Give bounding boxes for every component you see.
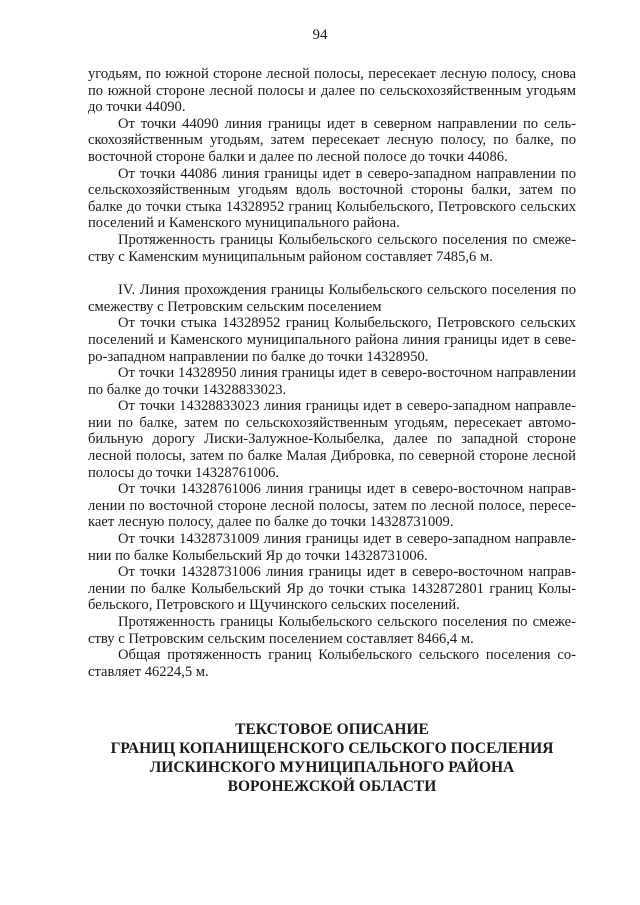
paragraph: От точки 14328731009 линия границы идет в северо-западном направлении по балке Колыбельский Яр до точки 14328731006. bbox=[88, 531, 576, 564]
title-line: ТЕКСТОВОЕ ОПИСАНИЕ bbox=[235, 721, 429, 738]
paragraph: Общая протяженность границ Колыбельского сельского поселения составляет 46224,5 м. bbox=[88, 647, 576, 680]
title-line: ЛИСКИНСКОГО МУНИЦИПАЛЬНОГО РАЙОНА bbox=[149, 759, 515, 776]
paragraph-continuation: угодьям, по южной стороне лесной полосы, пересекает лесную полосу, снова по южной стороне лесной полосы и далее по сельскохозяйственным угодьям до точки 44090. bbox=[88, 66, 576, 116]
paragraph: От точки 44090 линия границы идет в северном направлении по сельскохозяйственным угодьям, затем пересекает лесную полосу, по балке, по восточной стороне балки и далее по лесной полосе до точки 44086. bbox=[88, 115, 576, 165]
title-line: ГРАНИЦ КОПАНИЩЕНСКОГО СЕЛЬСКОГО ПОСЕЛЕНИЯ bbox=[110, 740, 554, 757]
document-title bbox=[88, 720, 576, 796]
paragraph: От точки 14328833023 линия границы идет в северо-западном направлении по балке, затем по сельскохозяйственным угодьям, пересекает автомобильную дорогу Лиски-Залужное-Колыбелка, далее по западной стороне лесной полосы, затем по балке Малая Дибровка, по северной стороне лесной полосы до точки 14328761006. bbox=[88, 398, 576, 481]
paragraph: От точки 44086 линия границы идет в северо-западном направлении по сельскохозяйственным угодьям вдоль восточной стороны балки, затем по балке до точки стыка 14328952 границ Колыбельского, Петровского сельских поселений и Каменского муниципального района. bbox=[88, 165, 576, 232]
paragraph: Протяженность границы Колыбельского сельского поселения по смежеству с Петровским сельским поселением составляет 8466,4 м. bbox=[88, 614, 576, 647]
document-body bbox=[88, 66, 576, 680]
page-number: 94 bbox=[312, 27, 328, 43]
paragraph: От точки стыка 14328952 границ Колыбельского, Петровского сельских поселений и Каменского муниципального района линия границы идет в северо-западном направлении по балке до точки 14328950. bbox=[88, 315, 576, 365]
paragraph: От точки 14328731006 линия границы идет в северо-восточном направлении по балке Колыбельский Яр до точки стыка 1432872801 границ Колыбельского, Петровского и Щучинского сельских поселений. bbox=[88, 564, 576, 614]
paragraph: От точки 14328761006 линия границы идет в северо-восточном направлении по восточной стороне лесной полосы, затем по лесной полосе, пересекает лесную полосу, далее по балке до точки 14328731009. bbox=[88, 481, 576, 531]
paragraph: От точки 14328950 линия границы идет в северо-восточном направлении по балке до точки 14328833023. bbox=[88, 365, 576, 398]
paragraph: Протяженность границы Колыбельского сельского поселения по смежеству с Каменским муниципальным районом составляет 7485,6 м. bbox=[88, 231, 576, 265]
section-heading: IV. Линия прохождения границы Колыбельского сельского поселения по смежеству с Петровским сельским поселением bbox=[88, 282, 576, 315]
title-line: ВОРОНЕЖСКОЙ ОБЛАСТИ bbox=[227, 778, 437, 795]
